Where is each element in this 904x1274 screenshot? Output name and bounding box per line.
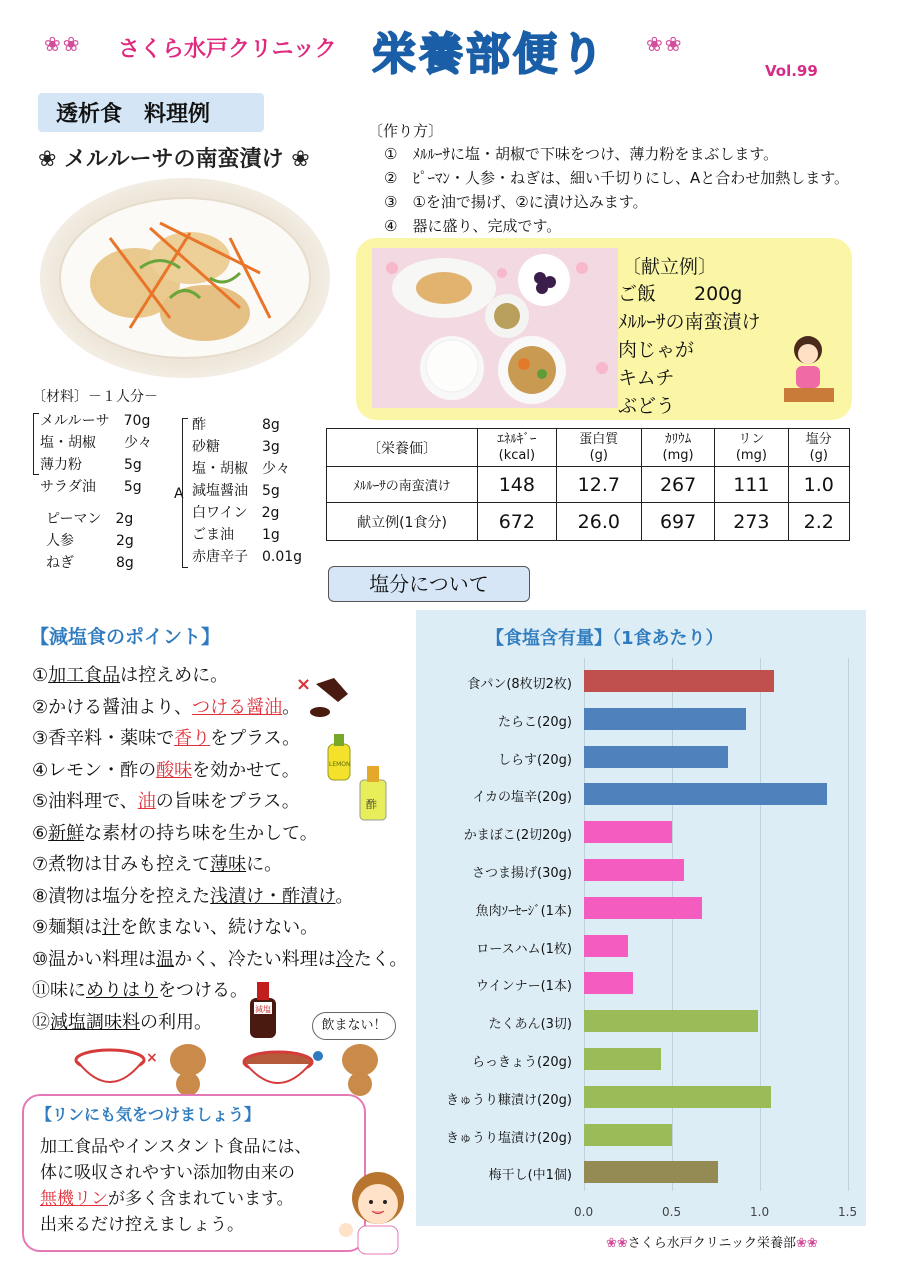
ingredient: 塩・胡椒 少々	[192, 461, 290, 477]
chart-category-label: 魚肉ｿｰｾｰｼﾞ(1本)	[475, 903, 572, 919]
ingredient: ピーマン 2g	[46, 511, 134, 527]
point-item: ⑪味にめりはりをつける。	[32, 980, 248, 1001]
menu-item: 肉じゃが	[618, 339, 695, 361]
chart-category-label: ウインナー(1本)	[475, 979, 572, 995]
ingredient: ごま油 1g	[192, 527, 280, 543]
menu-item: キムチ	[618, 367, 675, 389]
footer: ❀❀さくら水戸クリニック栄養部❀❀	[606, 1236, 818, 1251]
inorganic-phosphorus: 無機リン	[40, 1189, 108, 1209]
nutrition-header: 〔栄養価〕	[327, 429, 478, 467]
ingredients-main	[40, 410, 152, 498]
nurse-illustration	[332, 1164, 410, 1256]
nutrition-cell: 1.0	[788, 467, 849, 503]
soy-sauce-dish-icon	[296, 674, 356, 720]
chart-bar	[584, 1010, 758, 1032]
chart-category-label: ロースハム(1枚)	[476, 941, 572, 957]
salt-section-heading: 塩分について	[328, 566, 530, 602]
ingredient: メルルーサ 70g	[40, 413, 151, 429]
point-item: ⑤油料理で、油の旨味をプラス。	[32, 791, 300, 812]
flower-icon-right: ❀❀	[646, 32, 684, 56]
chart-tick-label: 1.5	[838, 1205, 858, 1220]
chart-plot-area	[446, 658, 858, 1220]
nutrition-header: ｶﾘｳﾑ (mg)	[641, 429, 714, 467]
method-steps	[384, 142, 849, 238]
ingredient: 酢 8g	[192, 417, 280, 433]
nutrition-row-label: ﾒﾙﾙｰｻの南蛮漬け	[327, 467, 478, 503]
chart-category-label: たくあん(3切)	[488, 1017, 572, 1033]
chart-category-label: きゅうり塩漬け(20g)	[446, 1130, 572, 1146]
svg-text:×: ×	[146, 1050, 158, 1066]
chart-tick-label: 1.0	[750, 1205, 770, 1220]
salt-chart	[416, 610, 866, 1226]
cooking-girl-illustration	[780, 332, 838, 408]
ingredient: 白ワイン 2g	[192, 505, 280, 521]
chart-bar	[584, 746, 728, 768]
ingredient: サラダ油 5g	[40, 479, 142, 495]
nutrition-cell: 148	[478, 467, 557, 503]
chart-bar	[584, 1048, 661, 1070]
phosphorus-line: 体に吸収されやすい添加物由来の	[40, 1163, 295, 1183]
chart-tick-label: 0.5	[662, 1205, 682, 1220]
point-item: ①加工食品は控えめに。	[32, 665, 229, 686]
point-item: ⑩温かい料理は温かく、冷たい料理は冷たく。	[32, 948, 408, 970]
phosphorus-line: 出来るだけ控えましょう。	[40, 1215, 244, 1235]
ingredient: ねぎ 8g	[46, 555, 134, 571]
step-1: ① ﾒﾙﾙｰｻに塩・胡椒で下味をつけ、薄力粉をまぶします。	[384, 145, 779, 163]
menu-title: 〔献立例〕	[622, 256, 718, 278]
bracket-left	[33, 413, 39, 475]
svg-text:×: ×	[296, 674, 312, 695]
menu-photo	[372, 248, 618, 408]
lemon-label: LEMON	[329, 761, 351, 768]
nutrition-cell: 2.2	[788, 503, 849, 541]
nutrition-cell: 672	[478, 503, 557, 541]
chart-bar	[584, 972, 633, 994]
nutrition-header: 塩分 (g)	[788, 429, 849, 467]
phosphorus-line: 無機リンが多く含まれています。	[40, 1189, 294, 1209]
vinegar-label: 酢	[366, 798, 377, 811]
phosphorus-text	[40, 1134, 312, 1238]
nutrition-row-label: 献立例(1食分)	[327, 503, 478, 541]
chart-bar	[584, 935, 628, 957]
nutrition-cell: 26.0	[556, 503, 641, 541]
chart-category-label: かまぼこ(2切20g)	[463, 828, 572, 844]
chart-category-label: さつま揚げ(30g)	[472, 866, 572, 881]
point-item: ⑥新鮮な素材の持ち味を生かして。	[32, 822, 318, 844]
bottle-label: 減塩	[255, 1005, 271, 1014]
nutrition-header: ｴﾈﾙｷﾞｰ (kcal)	[478, 429, 557, 467]
menu-item: ご飯 200g	[618, 283, 743, 305]
nanbanzuke-illustration	[40, 178, 330, 378]
chart-category-label: きゅうり糠漬け(20g)	[446, 1092, 572, 1108]
menu-item: ぶどう	[618, 395, 676, 417]
nutrition-cell: 111	[715, 467, 788, 503]
lemon-bottle-icon	[322, 730, 356, 782]
chart-gridline	[760, 658, 761, 1191]
ingredients-title: 〔材料〕－１人分－	[32, 389, 158, 405]
chart-bar	[584, 783, 827, 805]
phosphorus-title: 【リンにも気をつけましょう】	[36, 1105, 261, 1124]
volume-number: Vol.99	[765, 62, 818, 80]
chart-gridline	[584, 658, 585, 1191]
menu-list	[618, 280, 761, 420]
point-item: ⑫減塩調味料の利用。	[32, 1011, 212, 1033]
ingredients-a	[192, 414, 302, 568]
dish-photo	[40, 178, 330, 378]
chart-category-label: イカの塩辛(20g)	[472, 790, 572, 806]
nutrition-table	[326, 428, 850, 541]
bracket-a	[182, 418, 188, 568]
chart-bar	[584, 1086, 771, 1108]
points-title: 【減塩食のポイント】	[30, 626, 221, 648]
chart-gridline	[848, 658, 849, 1191]
chart-bar	[584, 670, 774, 692]
nutrition-cell: 273	[715, 503, 788, 541]
step-2: ② ﾋﾟｰﾏﾝ・人参・ねぎは、細い千切りにし、Aと合わせ加熱します。	[384, 169, 850, 187]
point-item: ⑦煮物は甘みも控えて薄味に。	[32, 854, 283, 875]
point-item: ②かける醤油より、つける醤油。	[32, 696, 301, 718]
ingredient: 赤唐辛子 0.01g	[192, 549, 303, 565]
a-label: A	[174, 486, 184, 502]
step-4: ④ 器に盛り、完成です。	[384, 217, 562, 235]
ingredient: 人参 2g	[46, 533, 134, 549]
chart-category-label: らっきょう(20g)	[472, 1055, 572, 1070]
clinic-name: さくら水戸クリニック	[118, 37, 337, 62]
chart-bar	[584, 708, 746, 730]
ingredient: 薄力粉 5g	[40, 457, 142, 473]
nutrition-cell: 12.7	[556, 467, 641, 503]
low-salt-soy-bottle-icon	[246, 978, 280, 1040]
chart-category-label: 食パン(8枚切2枚)	[467, 677, 572, 692]
chart-bar	[584, 1124, 672, 1146]
ingredient: 塩・胡椒 少々	[40, 435, 152, 451]
vinegar-bottle-icon	[356, 762, 390, 822]
chart-title: 【食塩含有量】（1食あたり）	[486, 628, 724, 649]
ingredients-veg	[46, 508, 134, 574]
phosphorus-box	[22, 1094, 366, 1252]
chart-tick-label: 0.0	[574, 1205, 594, 1220]
ingredient: 砂糖 3g	[192, 439, 280, 455]
point-item: ④レモン・酢の酸味を効かせて。	[32, 759, 300, 781]
chart-category-label: たらこ(20g)	[498, 714, 572, 730]
point-item: ⑨麺類は汁を飲まない、続けない。	[32, 917, 319, 938]
recipe-category-label: 透析食 料理例	[38, 93, 264, 132]
point-item: ⑧漬物は塩分を控えた浅漬け・酢漬け。	[32, 885, 354, 907]
method-title: 〔作り方〕	[368, 122, 444, 140]
flower-icon-left: ❀❀	[44, 32, 82, 56]
ramen-dogs-illustration	[70, 1040, 410, 1096]
chart-bar	[584, 897, 702, 919]
step-3: ③ ①を油で揚げ、②に漬け込みます。	[384, 193, 648, 211]
point-item: ③香辛料・薬味で香りをプラス。	[32, 728, 301, 749]
chart-bar	[584, 1161, 718, 1183]
chart-category-label: 梅干し(中1個)	[488, 1168, 572, 1184]
newsletter-title: 栄養部便り	[372, 29, 607, 80]
nutrition-cell: 267	[641, 467, 714, 503]
chart-bar	[584, 859, 684, 881]
nutrition-cell: 697	[641, 503, 714, 541]
chart-gridline	[672, 658, 673, 1191]
menu-example-box	[356, 238, 852, 420]
speech-bubble: 飲まない！	[312, 1012, 396, 1040]
chart-bar	[584, 821, 672, 843]
nutrition-header: リン (mg)	[715, 429, 788, 467]
menu-item: ﾒﾙﾙｰｻの南蛮漬け	[618, 311, 761, 333]
nutrition-header: 蛋白質 (g)	[556, 429, 641, 467]
chart-category-label: しらす(20g)	[498, 752, 572, 768]
ingredient: 減塩醤油 5g	[192, 483, 280, 499]
phosphorus-line: 加工食品やインスタント食品には、	[40, 1137, 312, 1157]
dish-title: ❀ メルルーサの南蛮漬け ❀	[38, 147, 310, 172]
